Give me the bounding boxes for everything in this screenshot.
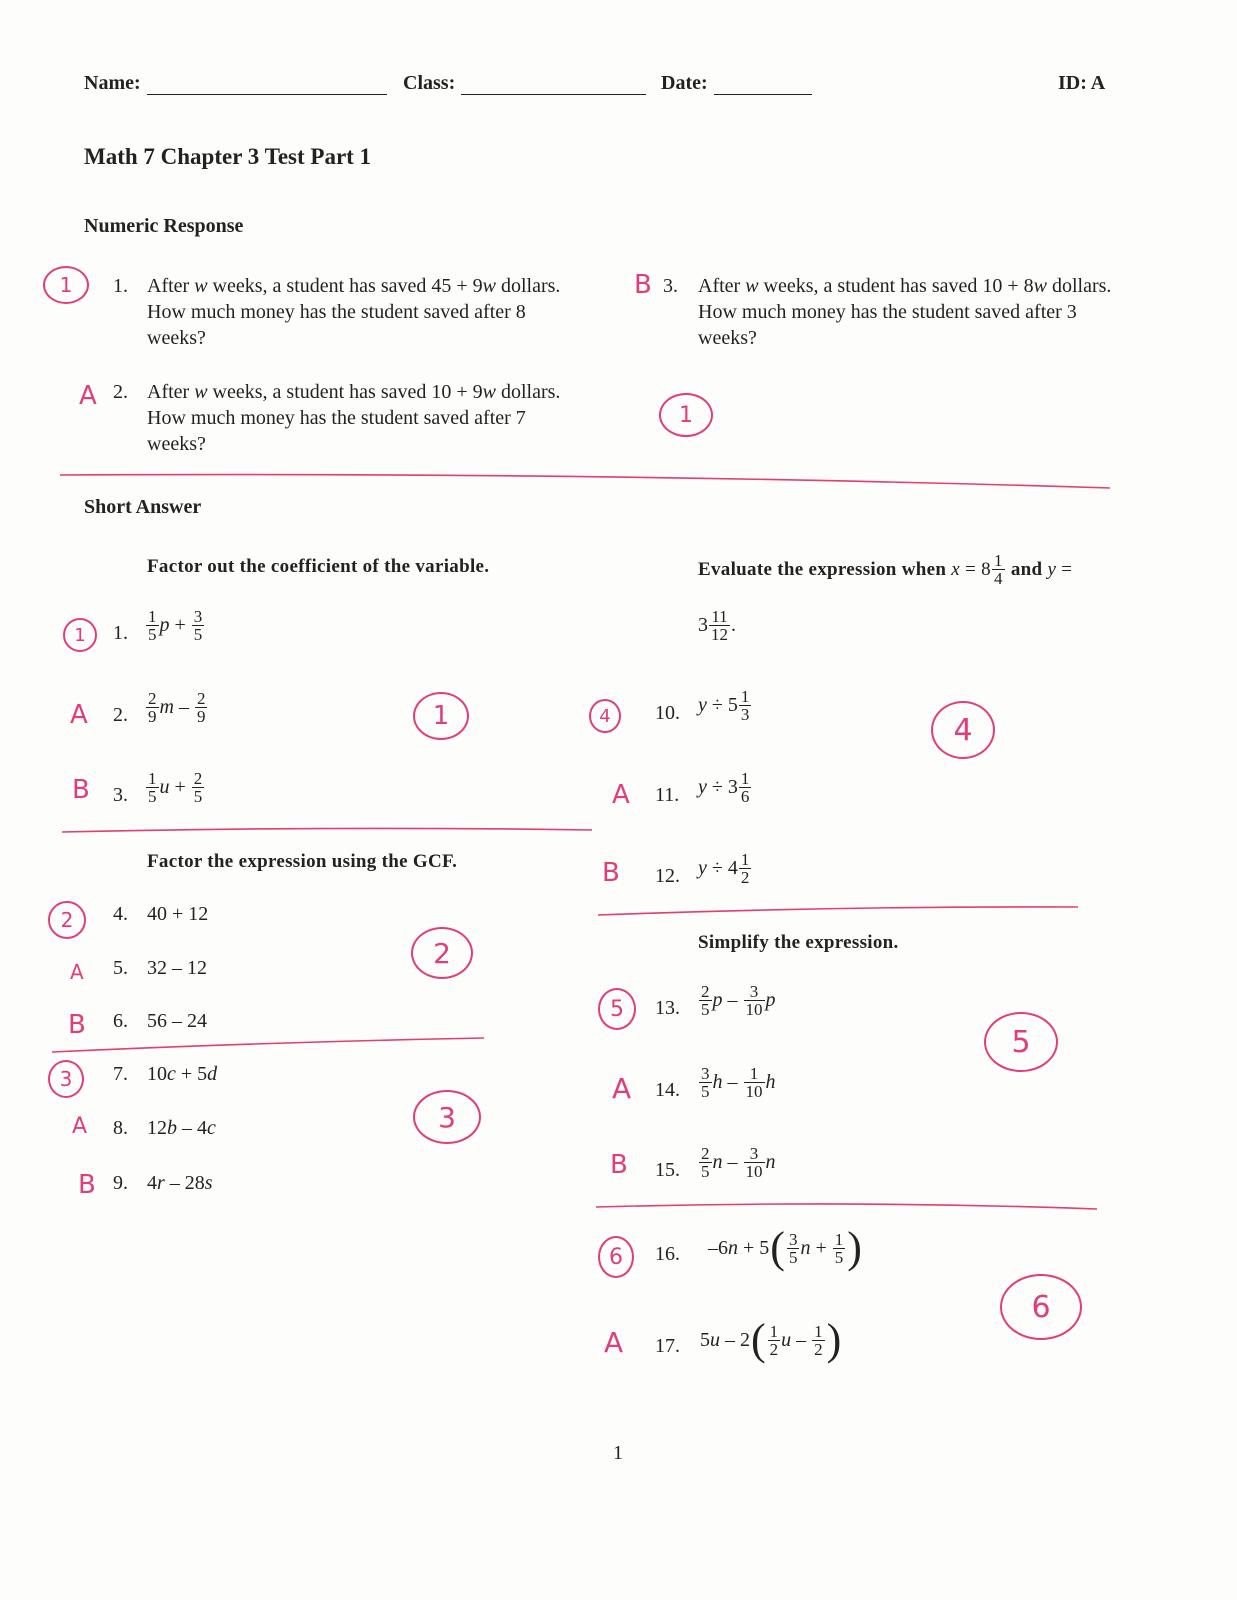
question-number: 11. (655, 784, 680, 806)
handwritten-letter-b: B (634, 270, 652, 300)
question-number: 8. (113, 1117, 128, 1139)
class-label: Class: (403, 72, 456, 94)
question-number: 12. (655, 865, 680, 887)
handwritten-letter-a: A (79, 381, 97, 411)
expression: 12b – 4c (147, 1117, 216, 1139)
handwritten-letter-b: B (68, 1010, 86, 1040)
page-number: 1 (613, 1442, 623, 1464)
question-number: 1. (113, 622, 128, 644)
circled-group-4: 4 (931, 701, 995, 759)
numeric-response-heading: Numeric Response (84, 215, 244, 237)
directions: Factor out the coefficient of the variable. (147, 556, 490, 577)
expression: y ÷ 4 $\frac{1}{2}$ (698, 850, 750, 887)
expression: y ÷ 5 $\frac{1}{3}$ (698, 687, 750, 724)
handwritten-letter-b: B (610, 1150, 628, 1180)
directions: Evaluate the expression when x = 8 $\frac{1}{4}$ and y = (698, 551, 1073, 588)
circled-group-6: 6 (1000, 1274, 1082, 1340)
question-number: 4. (113, 903, 128, 925)
circled-group-6: 6 (598, 1236, 634, 1278)
question-number: 17. (655, 1335, 680, 1357)
circled-group-5: 5 (598, 988, 636, 1030)
short-answer-heading: Short Answer (84, 496, 202, 518)
expression: $\frac{1}{5}$ u + $\frac{2}{5}$ (148, 769, 203, 806)
circled-group-1: 1 (413, 692, 469, 740)
handwritten-letter-a: A (612, 1072, 632, 1105)
expression: 32 – 12 (147, 957, 207, 979)
circled-group-2: 2 (48, 901, 86, 939)
question-number: 14. (655, 1079, 680, 1101)
circled-group-3: 3 (413, 1090, 481, 1144)
expression: 10c + 5d (147, 1063, 218, 1085)
expression: $\frac{2}{5}$ p – $\frac{3}{10}$ p (701, 982, 776, 1019)
question-number: 9. (113, 1172, 128, 1194)
handwritten-letter-b: B (78, 1170, 96, 1200)
handwritten-letter-a: A (612, 780, 630, 810)
circled-group-3: 3 (48, 1060, 84, 1098)
expression: 40 + 12 (147, 903, 209, 925)
circled-group-4: 4 (589, 699, 621, 733)
circled-group-1: 1 (43, 266, 89, 304)
name-label: Name: (84, 72, 141, 94)
expression: $\frac{1}{5}$ p + $\frac{3}{5}$ (148, 607, 203, 644)
expression: 4r – 28s (147, 1172, 213, 1194)
question-number: 5. (113, 957, 128, 979)
date-label: Date: (661, 72, 708, 94)
handwritten-letter-b: B (72, 775, 90, 805)
question-number: 10. (655, 702, 680, 724)
question-number: 1. (113, 275, 128, 297)
handwritten-letter-a: A (70, 700, 88, 730)
handwritten-letter-a: A (604, 1326, 624, 1359)
directions: Simplify the expression. (698, 932, 899, 953)
handwritten-letter-a: A (70, 960, 84, 984)
question-number: 16. (655, 1243, 680, 1265)
question-number: 2. (113, 704, 128, 726)
expression: $\frac{3}{5}$ h – $\frac{1}{10}$ h (701, 1064, 776, 1101)
circled-group-1: 1 (63, 618, 97, 652)
question-number: 13. (655, 997, 680, 1019)
expression: –6 n + 5 ( $\frac{3}{5}$ n + $\frac{1}{5}$ ) (708, 1223, 862, 1272)
expression: y ÷ 3 $\frac{1}{6}$ (698, 769, 750, 806)
question-number: 3. (113, 784, 128, 806)
directions: Factor the expression using the GCF. (147, 851, 458, 872)
circled-group-5: 5 (984, 1012, 1058, 1072)
question-text: After w weeks, a student has saved 10 + 8w dollars. How much money has the student saved after 3 weeks? (698, 275, 1112, 349)
expression: $\frac{2}{9}$ m – $\frac{2}{9}$ (148, 689, 206, 726)
question-number: 15. (655, 1159, 680, 1181)
question-number: 6. (113, 1010, 128, 1032)
expression: 56 – 24 (147, 1010, 207, 1032)
page-title: Math 7 Chapter 3 Test Part 1 (84, 144, 372, 169)
question-text: After w weeks, a student has saved 10 + 9w dollars. How much money has the student saved after 7 weeks? (147, 381, 561, 455)
test-id: ID: A (1058, 72, 1106, 94)
circled-group-2: 2 (411, 927, 473, 979)
question-number: 7. (113, 1063, 128, 1085)
handwritten-letter-a: A (72, 1114, 88, 1139)
question-text: After w weeks, a student has saved 45 + 9w dollars. How much money has the student saved after 8 weeks? (147, 275, 561, 349)
handwritten-letter-b: B (602, 858, 620, 888)
y-value: 3 $\frac{11}{12}$ . (698, 607, 736, 644)
expression: 5 u – 2 ( $\frac{1}{2}$ u – $\frac{1}{2}$ ) (700, 1315, 842, 1364)
question-number: 3. (663, 275, 678, 297)
question-number: 2. (113, 381, 128, 403)
circled-group-1: 1 (659, 393, 713, 437)
expression: $\frac{2}{5}$ n – $\frac{3}{10}$ n (701, 1144, 776, 1181)
